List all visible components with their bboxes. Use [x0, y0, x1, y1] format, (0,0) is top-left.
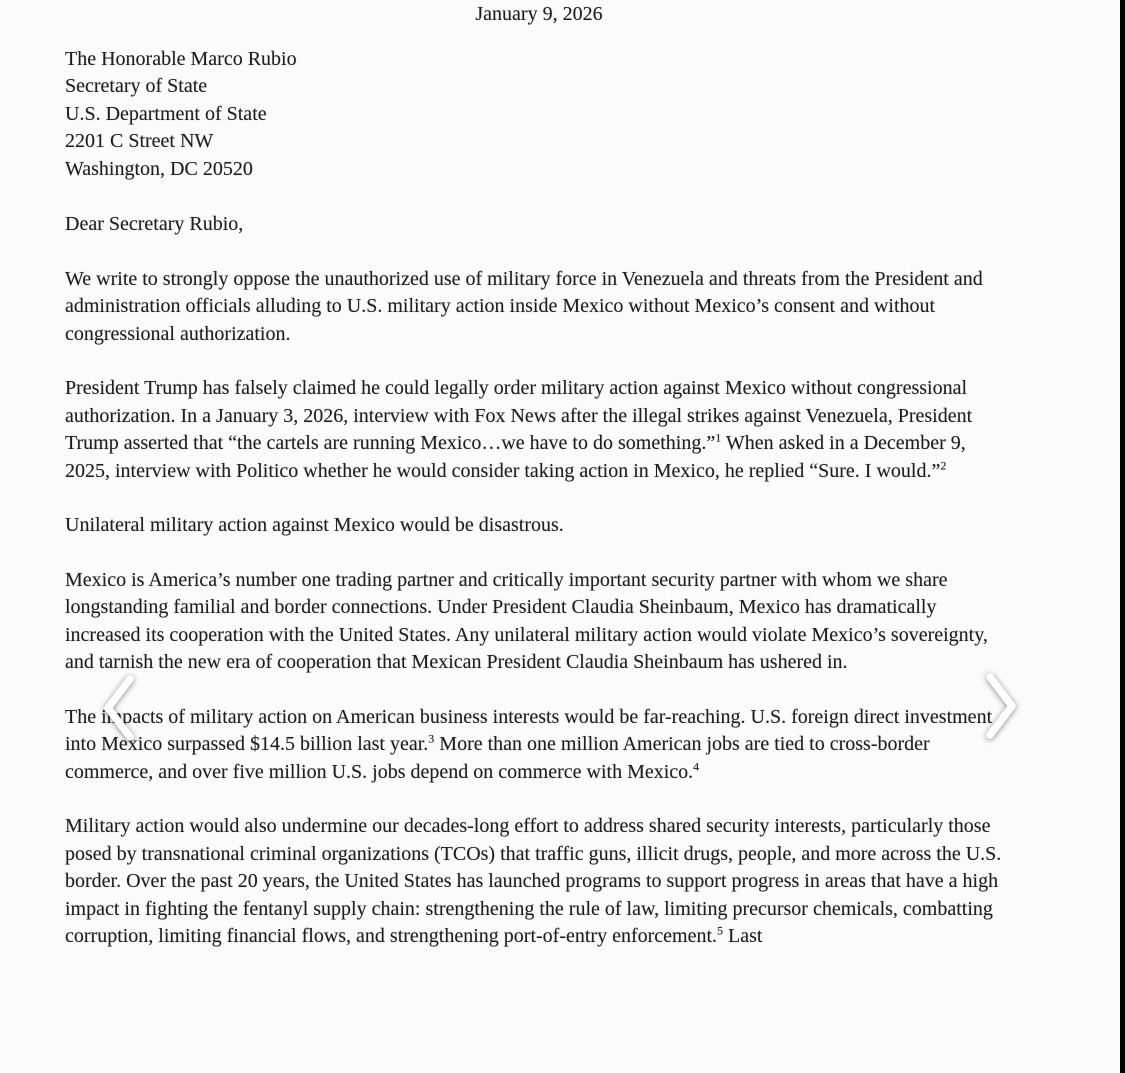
address-line-title: Secretary of State: [65, 75, 208, 97]
footnote-ref-1: 1: [715, 430, 722, 445]
salutation: Dear Secretary Rubio,: [65, 213, 244, 235]
paragraph-disastrous: Unilateral military action against Mexico would be disastrous.: [65, 514, 564, 536]
footnote-ref-2: 2: [940, 457, 947, 472]
viewer-edge-bar: [1120, 0, 1125, 1073]
paragraph-security-text-a: Military action would also undermine our decades-long effort to address shared security interests, particularly those posed by transnational criminal organizations (TCOs) that traffic guns, illicit drugs, people, and more across the U.S. border. Over the past 20 years, the United States has launched programs to support progress in areas that have a high impact in fighting the fentanyl supply chain: strengthening the rule of law, limiting precursor chemicals, combatting corruption, limiting financial flows, and strengthening port-of-entry enforcement.: [65, 815, 1002, 947]
letter-date: January 9, 2026: [475, 3, 603, 25]
paragraph-business-impacts: [65, 704, 1013, 787]
address-line-name: The Honorable Marco Rubio: [65, 47, 297, 70]
paragraph-business-impacts-text-a: The impacts of military action on American business interests would be far-reaching. U.S. foreign direct investment into Mexico surpassed $14.5 billion last year.: [65, 705, 993, 755]
paragraph-opposition: We write to strongly oppose the unauthorized use of military force in Venezuela and threats from the President and administration officials alluding to U.S. military action inside Mexico without Mexico’s consent and without congressional authorization.: [65, 267, 983, 345]
paragraph-trump-claims: [65, 375, 1013, 485]
footnote-ref-3: 3: [428, 731, 435, 746]
chevron-right-icon: [982, 672, 1020, 740]
prev-button[interactable]: [100, 674, 138, 742]
address-line-department: U.S. Department of State: [65, 102, 267, 125]
paragraph-security-text-b: Last: [723, 925, 763, 947]
next-button[interactable]: [982, 672, 1020, 740]
footnote-ref-4: 4: [693, 758, 700, 773]
paragraph-trump-claims-text-b: When asked in a December 9, 2025, interview with Politico whether he would consider taking action in Mexico, he replied “Sure. I would.”: [65, 432, 966, 482]
address-line-city: Washington, DC 20520: [65, 157, 253, 180]
address-line-street: 2201 C Street NW: [65, 130, 214, 152]
paragraph-trump-claims-text-a: President Trump has falsely claimed he could legally order military action against Mexico without congressional authorization. In a January 3, 2026, interview with Fox News after the illegal strikes against Venezuela, President Trump asserted that “the cartels are running Mexico…we have to do something.”: [65, 377, 973, 454]
paragraph-security: [65, 813, 1013, 951]
paragraph-trading-partner: Mexico is America’s number one trading partner and critically important security partner with whom we share longstanding familial and border connections. Under President Claudia Sheinbaum, Mexico has dramatically increased its cooperation with the United States. Any unilateral military action would violate Mexico’s sovereignty, and tarnish the new era of cooperation that Mexican President Claudia Sheinbaum has ushered in.: [65, 568, 988, 673]
chevron-left-icon: [100, 674, 138, 742]
recipient-address-block: [65, 46, 1013, 184]
footnote-ref-5: 5: [717, 923, 724, 938]
paragraph-business-impacts-text-b: More than one million American jobs are tied to cross-border commerce, and over five million U.S. jobs depend on commerce with Mexico.: [65, 733, 930, 783]
